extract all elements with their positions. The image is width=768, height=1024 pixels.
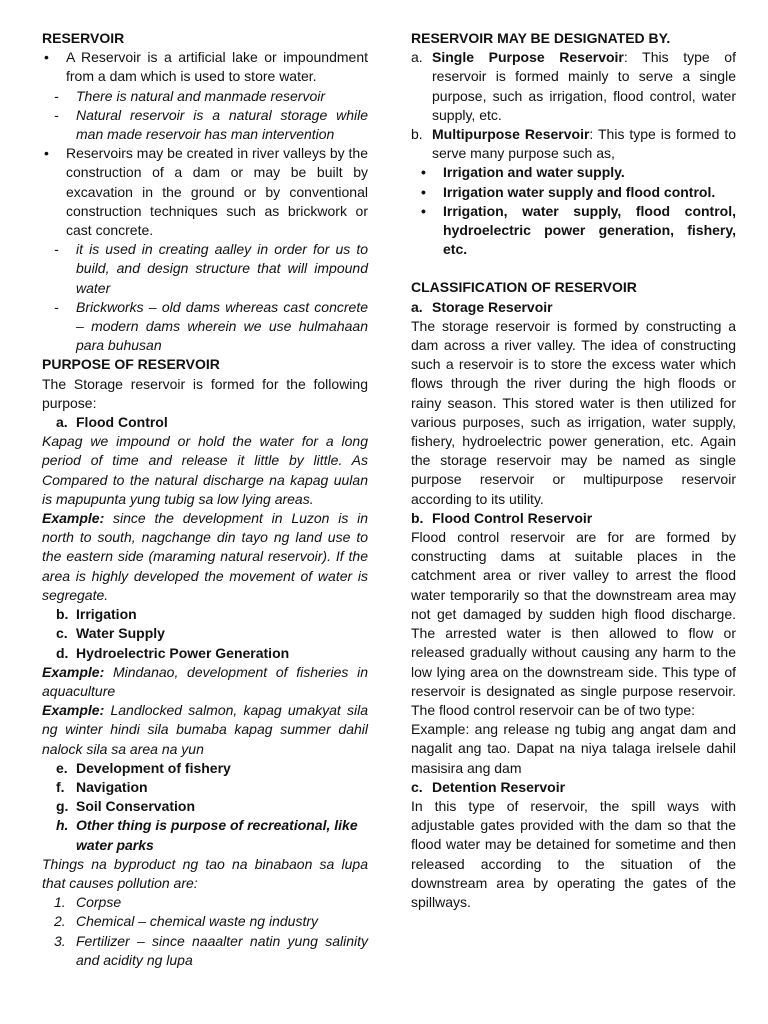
item-marker: e. xyxy=(56,759,68,776)
designated-heading: RESERVOIR MAY BE DESIGNATED BY. xyxy=(411,30,671,46)
dash-marker: - xyxy=(54,241,59,258)
item-marker: b. xyxy=(56,606,69,623)
bullet-dot: • xyxy=(44,145,49,162)
detention-subheading xyxy=(411,778,736,797)
item-label: Flood Control Reservoir xyxy=(432,509,593,526)
example-label: Example: xyxy=(42,510,105,527)
item-marker: 3. xyxy=(54,932,66,949)
dash-text: There is natural and manmade reservoir xyxy=(76,87,326,104)
purpose-item xyxy=(42,797,368,816)
item-label: Corpse xyxy=(76,894,122,911)
multipurpose-bullet xyxy=(411,183,736,202)
bullet-text: Irrigation, water supply, flood control, hydroelectric power generation, fishery, etc. xyxy=(443,202,736,258)
item-marker: c. xyxy=(411,778,423,795)
detention-paragraph: In this type of reservoir, the spill ways with adjustable gates provided with the dam so that the flood water may be detained for sometime and then released according to the situation of the downstream area by operating the gates of the spillways. xyxy=(411,797,736,910)
reservoir-heading: RESERVOIR xyxy=(42,30,125,46)
item-marker: c. xyxy=(56,625,68,642)
multipurpose-bullet xyxy=(411,202,736,260)
item-label: Development of fishery xyxy=(76,759,231,776)
dash-item xyxy=(42,106,368,144)
spacer xyxy=(411,259,736,278)
bullet-dot: • xyxy=(421,164,426,181)
pollutant-item xyxy=(42,932,368,970)
purpose-heading: PURPOSE OF RESERVOIR xyxy=(42,356,220,373)
item-marker: h. xyxy=(56,817,69,834)
item-label: Fertilizer – since naaalter natin yung salinity and acidity ng lupa xyxy=(76,932,368,968)
bullet-text: A Reservoir is a artificial lake or impoundment from a dam which is used to store water. xyxy=(66,49,368,85)
classification-heading: CLASSIFICATION OF RESERVOIR xyxy=(411,279,637,296)
dash-item xyxy=(42,240,368,298)
dash-marker: - xyxy=(54,298,59,315)
byproduct-intro: Things na byproduct ng tao na binabaon sa lupa that causes pollution are: xyxy=(42,855,368,891)
flood-paragraph: Flood control reservoir are for are formed by constructing dams at suitable places in the catchment area or river valley to arrest the flood water temporarily so that the downstream area may not get damaged by sudden high flood discharge. The arrested water is then allowed to flow or released gradually without causing any harm to the low lying area on the downstream side. This type of reservoir is designated as single purpose reservoir. The flood control reservoir can be of two type: xyxy=(411,529,736,718)
bullet-text: Irrigation water supply and flood control. xyxy=(443,183,716,200)
single-purpose-item xyxy=(411,48,736,125)
bullet-text: Reservoirs may be created in river valleys by the construction of a dam or may be built by excavation in the ground or by conventional construction techniques such as brickwork or cast concrete. xyxy=(66,145,368,239)
multipurpose-label: Multipurpose Reservoir xyxy=(432,126,590,143)
dash-marker: - xyxy=(54,106,59,123)
item-label: Soil Conservation xyxy=(76,798,196,815)
purpose-item xyxy=(42,816,368,854)
bullet-definition xyxy=(42,48,368,86)
flood-subheading xyxy=(411,509,736,528)
purpose-item xyxy=(42,644,368,663)
item-marker: b. xyxy=(411,126,423,143)
dash-marker: - xyxy=(54,87,59,104)
multipurpose-text: : This type is formed to serve many purpose such as, xyxy=(432,126,736,162)
item-marker: 1. xyxy=(54,894,66,911)
item-marker: a. xyxy=(56,414,68,431)
storage-paragraph: The storage reservoir is formed by constructing a dam across a river valley. The idea of constructing such a reservoir is to store the excess water which flows through the river during the high floods or rainy season. This stored water is then utilized for various purposes, such as irrigation, water supply, fishery, hydroelectric power generation, etc. Again the storage reservoir may be named as single purpose reservoir or multipurpose reservoir according to its utility. xyxy=(411,317,736,507)
purpose-item xyxy=(42,759,368,778)
bullet-dot: • xyxy=(421,202,426,219)
bullet-dot: • xyxy=(44,49,49,66)
flood-example: Example: ang release ng tubig ang angat dam and nagalit ang tao. Dapat na niya talaga irelsele dahil masisira ang dam xyxy=(411,721,736,776)
multipurpose-item xyxy=(411,125,736,163)
item-label: Flood Control xyxy=(76,414,168,431)
bullet-dot: • xyxy=(421,183,426,200)
storage-subheading xyxy=(411,298,736,317)
example-label: Example: xyxy=(42,702,105,719)
item-marker: b. xyxy=(411,509,424,526)
example-paragraph: Example: since the development in Luzon is in north to south, nagchange din tayo ng land use to the eastern side (maraming natural reservoir). If the area is highly developed the movement of water is segregate. xyxy=(42,510,369,603)
item-marker: d. xyxy=(56,644,69,661)
purpose-item xyxy=(42,413,368,432)
dash-text: Brickworks – old dams whereas cast concrete – modern dams wherein we use hulmahaan para buhusan xyxy=(76,298,368,354)
item-marker: 2. xyxy=(54,913,66,930)
single-purpose-label: Single Purpose Reservoir xyxy=(432,49,624,66)
purpose-item xyxy=(42,624,368,643)
flood-control-note: Kapag we impound or hold the water for a long period of time and release it little by little. As Compared to the natural discharge na kapag uulan is mapupunta yung tubig sa low lying areas. xyxy=(42,433,368,507)
item-marker: a. xyxy=(411,298,423,315)
item-label: Irrigation xyxy=(76,606,137,623)
dash-text: Natural reservoir is a natural storage while man made reservoir has man intervention xyxy=(76,106,368,143)
dash-item xyxy=(42,298,368,356)
item-label: Chemical – chemical waste ng industry xyxy=(76,913,318,930)
pollutant-item xyxy=(42,912,368,931)
item-marker: f. xyxy=(56,778,65,795)
single-purpose-text: : This type of reservoir is formed mainly to serve a single purpose, such as irrigation, flood control, water supply, etc. xyxy=(432,49,736,123)
purpose-intro: The Storage reservoir is formed for the following purpose: xyxy=(42,375,368,411)
pollutant-item xyxy=(42,893,368,912)
purpose-item xyxy=(42,778,368,797)
multipurpose-bullet xyxy=(411,163,736,182)
item-label: Detention Reservoir xyxy=(432,778,566,795)
item-marker: g. xyxy=(56,798,69,815)
bullet-text: Irrigation and water supply. xyxy=(443,164,625,181)
item-label: Water Supply xyxy=(76,625,165,642)
item-marker: a. xyxy=(411,49,423,66)
dash-text: it is used in creating aalley in order for us to build, and design structure that will impound water xyxy=(76,241,368,296)
purpose-item xyxy=(42,605,368,624)
bullet-construction xyxy=(42,144,368,240)
left-column xyxy=(42,29,368,970)
right-column xyxy=(411,29,736,912)
example-paragraph: Example: Landlocked salmon, kapag umakyat sila ng winter hindi sila bumaba kapag summer dahil nalock sila sa area na yun xyxy=(42,702,368,757)
item-label: Storage Reservoir xyxy=(432,298,553,315)
example-label: Example: xyxy=(42,663,105,680)
item-label: Other thing is purpose of recreational, like water parks xyxy=(76,817,358,853)
item-label: Navigation xyxy=(76,778,148,795)
dash-item xyxy=(42,87,368,106)
item-label: Hydroelectric Power Generation xyxy=(76,644,290,661)
example-paragraph: Example: Mindanao, development of fisheries in aquaculture xyxy=(42,663,368,699)
